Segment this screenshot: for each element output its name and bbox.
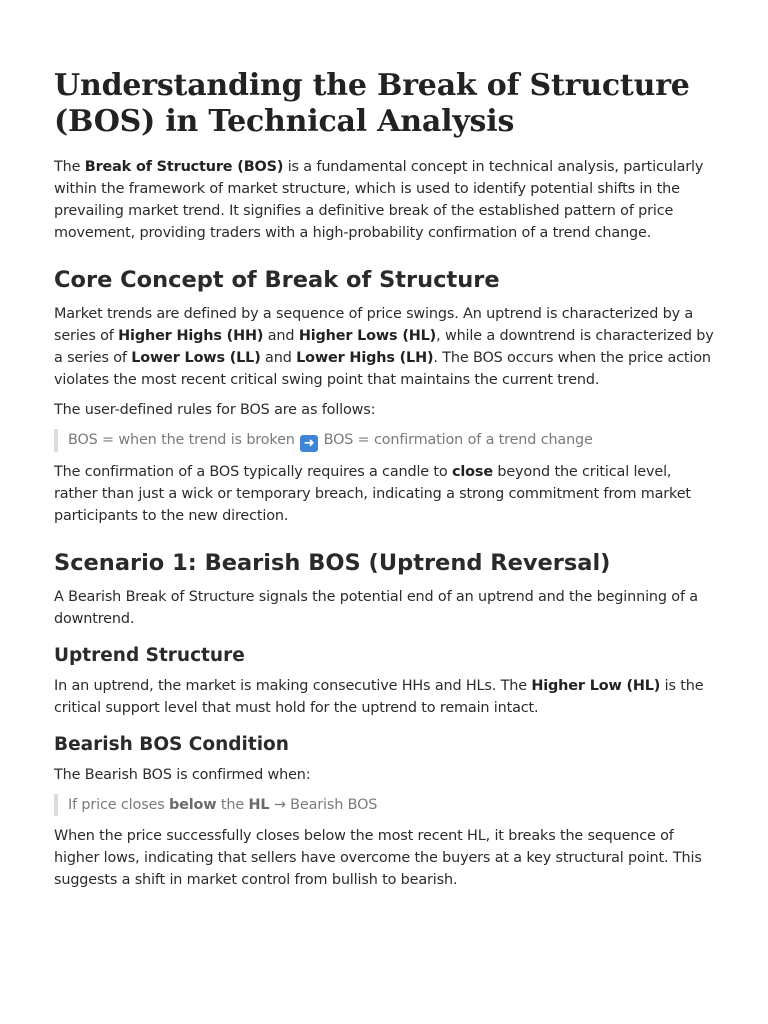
text: , while a downtrend is characterized by a series of: [54, 328, 714, 366]
core-paragraph-1: [54, 303, 714, 391]
text: . The BOS occurs when the price action violates the most recent critical swing point that maintains the current trend.: [54, 350, 711, 388]
scenario-1-paragraph: A Bearish Break of Structure signals the potential end of an uptrend and the beginning of a downtrend.: [54, 589, 698, 627]
scenario-1-heading: Scenario 1: Bearish BOS (Uptrend Reversal): [54, 550, 611, 576]
page-title: Understanding the Break of Structure (BOS) in Technical Analysis: [54, 68, 690, 139]
text: is the critical support level that must hold for the uptrend to remain intact.: [54, 678, 704, 716]
core-concept-heading: Core Concept of Break of Structure: [54, 267, 500, 293]
core-paragraph-2: The user-defined rules for BOS are as follows:: [54, 402, 376, 418]
condition-paragraph-2: When the price successfully closes below the most recent HL, it breaks the sequence of higher lows, indicating that sellers have overcome the buyers at a key structural point. This suggests a shift in market control from bullish to bearish.: [54, 828, 702, 888]
right-arrow-icon: ➜: [300, 435, 318, 452]
text: and: [263, 328, 299, 344]
text: In an uptrend, the market is making consecutive HHs and HLs. The: [54, 678, 532, 694]
intro-text: The: [54, 159, 85, 175]
bold-term: Higher Highs (HH): [118, 328, 264, 344]
bos-rule-quote: [54, 429, 714, 452]
spacer: [54, 252, 714, 266]
quote-text: BOS = when the trend is broken: [68, 432, 300, 448]
quote-text: the: [216, 797, 249, 813]
text: The confirmation of a BOS typically requires a candle to: [54, 464, 452, 480]
condition-paragraph-1: The Bearish BOS is confirmed when:: [54, 767, 311, 783]
intro-text: is a fundamental concept in technical analysis, particularly within the framework of market structure, which is used to identify potential shifts in the prevailing market trend. It signifies a definitive break of the established pattern of price movement, providing traders with a high-probability confirmation of a trend change.: [54, 159, 704, 241]
text: and: [260, 350, 297, 366]
quote-bold: HL: [248, 797, 270, 813]
spacer: [54, 535, 714, 549]
intro-paragraph: [54, 156, 714, 244]
uptrend-paragraph: [54, 675, 714, 719]
bearish-bos-condition-heading: Bearish BOS Condition: [54, 734, 289, 755]
bold-term: Lower Lows (LL): [131, 350, 261, 366]
quote-text: BOS = confirmation of a trend change: [319, 432, 593, 448]
text: beyond the critical level, rather than just a wick or temporary breach, indicating a strong commitment from market participants to the new direction.: [54, 464, 691, 524]
bold-term: Higher Lows (HL): [298, 328, 437, 344]
quote-text: If price closes: [68, 797, 170, 813]
bold-term: Higher Low (HL): [531, 678, 661, 694]
quote-bold: below: [169, 797, 217, 813]
bearish-bos-quote: [54, 794, 714, 816]
core-paragraph-3: [54, 461, 714, 527]
quote-text: → Bearish BOS: [269, 797, 378, 813]
text: Market trends are defined by a sequence of price swings. An uptrend is characterized by a series of: [54, 306, 694, 344]
uptrend-structure-heading: Uptrend Structure: [54, 645, 245, 666]
intro-bold-term: Break of Structure (BOS): [84, 159, 284, 175]
bold-term: close: [452, 464, 493, 480]
bold-term: Lower Highs (LH): [296, 350, 434, 366]
